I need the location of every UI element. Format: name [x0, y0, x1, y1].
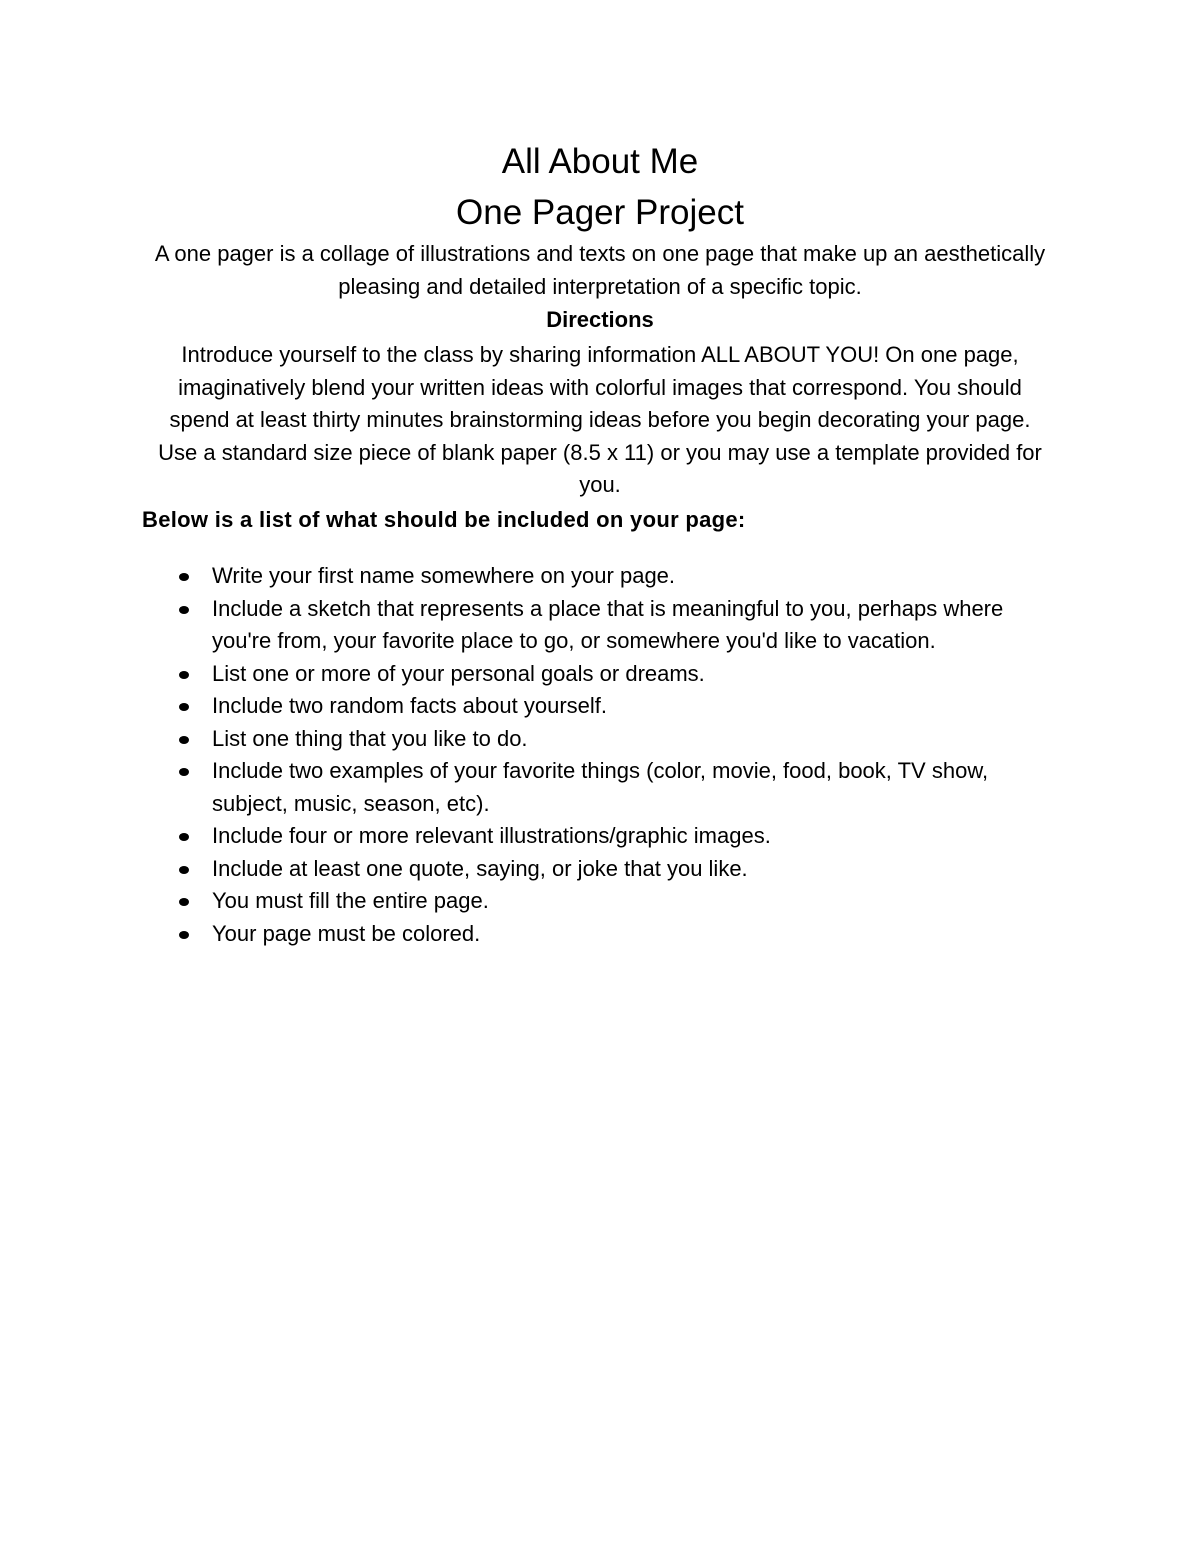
- list-item-text: You must fill the entire page.: [212, 888, 489, 913]
- list-heading: Below is a list of what should be included on your page:: [142, 507, 746, 532]
- bullet-icon: [179, 931, 189, 939]
- list-item: [0, 723, 1042, 756]
- bullet-icon: [179, 866, 189, 874]
- list-item-text: List one thing that you like to do.: [212, 725, 528, 751]
- intro-paragraph: A one pager is a collage of illustrations and texts on one page that make up an aesthetically pleasing and detailed interpretation of a specific topic.: [154, 241, 1046, 299]
- list-item-text: Include four or more relevant illustrations/graphic images.: [212, 823, 771, 848]
- list-item-text: Write your first name somewhere on your page.: [212, 563, 676, 588]
- list-item: [0, 853, 1042, 886]
- bullet-icon: [179, 703, 189, 711]
- bullet-icon: [179, 606, 189, 614]
- list-item: [0, 885, 1042, 918]
- directions-heading: Directions: [546, 307, 654, 332]
- requirements-list: [0, 560, 1200, 950]
- list-item: [0, 658, 1042, 691]
- list-item: [0, 755, 1042, 820]
- list-item-text: Your page must be colored.: [212, 920, 481, 946]
- bullet-icon: [179, 573, 189, 581]
- list-item: [0, 560, 1042, 593]
- list-item-text: Include two random facts about yourself.: [212, 693, 607, 718]
- title-line-1: All About Me: [501, 142, 699, 181]
- list-item: [0, 593, 1042, 658]
- bullet-icon: [179, 768, 189, 776]
- list-item: [0, 918, 1042, 951]
- list-item-text: List one or more of your personal goals or dreams.: [212, 660, 705, 686]
- list-item-text: Include a sketch that represents a place that is meaningful to you, perhaps where you're from, your favorite place to go, or somewhere you'd like to vacation.: [212, 595, 1004, 653]
- list-item: [0, 820, 1042, 853]
- title-line-2: One Pager Project: [456, 193, 744, 232]
- bullet-icon: [179, 833, 189, 841]
- bullet-icon: [179, 898, 189, 906]
- directions-paragraph: Introduce yourself to the class by sharing information ALL ABOUT YOU! On one page, imaginatively blend your written ideas with colorful images that correspond. You should spend at least thirty minutes brainstorming ideas before you begin decorating your page. Use a standard size piece of blank paper (8.5 x 11) or you may use a template provided for you.: [158, 342, 1042, 498]
- bullet-icon: [179, 736, 189, 744]
- list-item: [0, 690, 1042, 723]
- bullet-icon: [179, 671, 189, 679]
- list-item-text: Include at least one quote, saying, or joke that you like.: [212, 855, 748, 881]
- list-item-text: Include two examples of your favorite things (color, movie, food, book, TV show, subject, music, season, etc).: [212, 758, 989, 816]
